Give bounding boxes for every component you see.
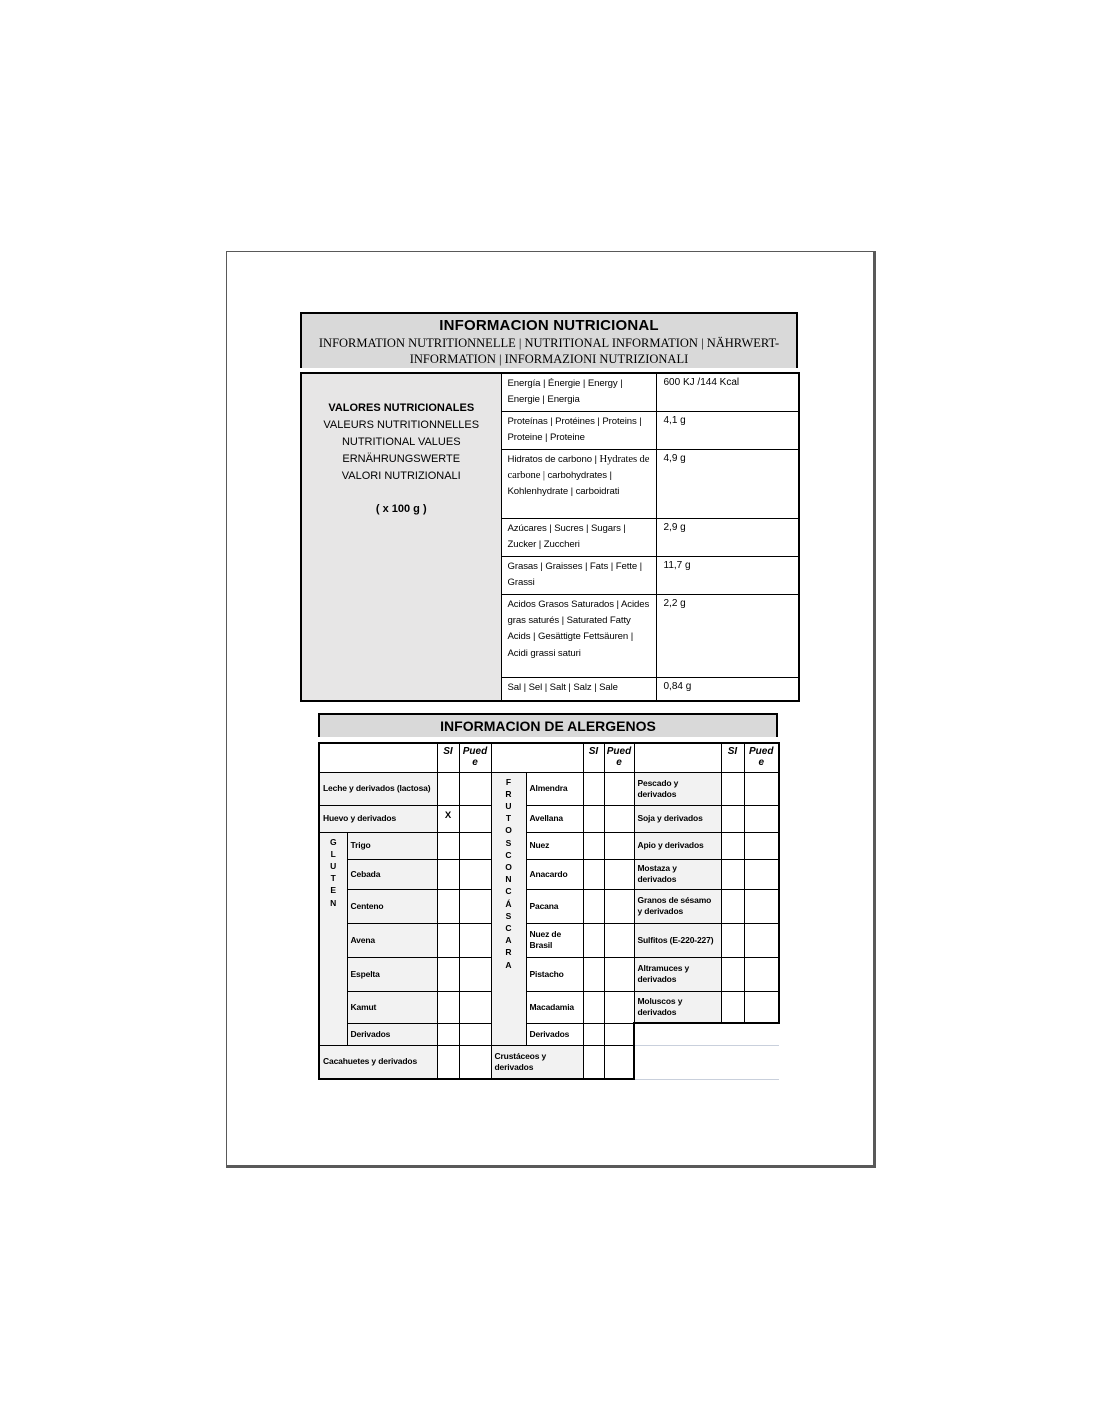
allergen-check-cell: [459, 957, 491, 991]
allergen-check-cell: [604, 957, 634, 991]
nutrient-label: Acidos Grasos Saturados | Acides gras saturés | Saturated Fatty Acids | Gesättigte Fettsäuren | Acidi grassi saturi: [501, 594, 656, 677]
allergen-label-cell: Apio y derivados: [634, 832, 721, 859]
column-header-cell: SI: [583, 743, 604, 772]
nutrient-label: Sal | Sel | Salt | Salz | Sale: [501, 677, 656, 701]
allergen-label-cell: Centeno: [347, 889, 437, 923]
allergen-check-cell: [744, 889, 779, 923]
nutrient-value: 0,84 g: [656, 677, 799, 701]
allergen-check-cell: [459, 889, 491, 923]
allergen-check-cell: [583, 991, 604, 1023]
allergen-label-cell: Nuez: [526, 832, 583, 859]
allergen-label-cell: Moluscos y derivados: [634, 991, 721, 1023]
allergen-label-cell: Espelta: [347, 957, 437, 991]
nutrient-label: Proteínas | Protéines | Proteins | Proteine | Proteine: [501, 411, 656, 449]
nutrient-value: 4,9 g: [656, 449, 799, 518]
allergen-check-cell: [459, 1045, 491, 1079]
allergen-check-cell: [721, 889, 744, 923]
nutrient-label: Hidratos de carbono | Hydrates de carbone | carbohydrates | Kohlenhydrate | carboidrati: [501, 449, 656, 518]
allergen-check-cell: [583, 1045, 604, 1079]
allergen-label-cell: Nuez de Brasil: [526, 923, 583, 957]
allergen-label-cell: Mostaza y derivados: [634, 859, 721, 889]
allergen-check-cell: [437, 889, 459, 923]
allergen-label-cell: Derivados: [347, 1023, 437, 1045]
allergen-check-cell: [583, 832, 604, 859]
empty-cell: [634, 1023, 779, 1045]
nutrition-subtitle: INFORMATION NUTRITIONNELLE | NUTRITIONAL INFORMATION | NÄHRWERT-INFORMATION | INFORMAZIONI NUTRIZIONALI: [318, 336, 780, 366]
allergen-check-cell: [604, 805, 634, 832]
allergen-check-cell: [744, 859, 779, 889]
column-header-cell: SI: [437, 743, 459, 772]
allergen-label-cell: Soja y derivados: [634, 805, 721, 832]
nutrition-left-header: VALORES NUTRICIONALES VALEURS NUTRITIONNELLES NUTRITIONAL VALUES ERNÄHRUNGSWERTE VALORI NUTRIZIONALI ( x 100 g ): [301, 373, 501, 701]
nutrition-section: [300, 312, 798, 702]
nutrient-label: Azúcares | Sucres | Sugars | Zucker | Zuccheri: [501, 518, 656, 556]
column-header-cell: Puede: [604, 743, 634, 772]
allergen-check-cell: [744, 805, 779, 832]
allergen-check-cell: [744, 991, 779, 1023]
nutrient-label: Grasas | Graisses | Fats | Fette | Grassi: [501, 556, 656, 594]
column-header-cell: Puede: [459, 743, 491, 772]
allergen-label-cell: Pistacho: [526, 957, 583, 991]
allergen-label-cell: Granos de sésamo y derivados: [634, 889, 721, 923]
document-page: [226, 251, 876, 1168]
allergen-label-cell: Macadamia: [526, 991, 583, 1023]
allergen-check-cell: [604, 1023, 634, 1045]
allergen-label-cell: Pescado y derivados: [634, 772, 721, 805]
allergen-check-cell: [744, 957, 779, 991]
allergen-check-cell: [721, 923, 744, 957]
allergen-check-cell: [604, 832, 634, 859]
allergen-label-cell: Altramuces y derivados: [634, 957, 721, 991]
allergen-mark-cell: X: [437, 805, 459, 832]
allergen-check-cell: [721, 832, 744, 859]
allergen-check-cell: [459, 859, 491, 889]
allergen-check-cell: [437, 832, 459, 859]
column-header-cell: Puede: [744, 743, 779, 772]
nutrition-values-table: [300, 372, 800, 702]
allergen-check-cell: [459, 772, 491, 805]
allergen-check-cell: [721, 991, 744, 1023]
allergen-check-cell: [459, 832, 491, 859]
allergen-check-cell: [437, 1023, 459, 1045]
nutrient-label: Energía | Énergie | Energy | Energie | Energia: [501, 373, 656, 411]
allergen-section: [318, 713, 778, 1080]
allergen-check-cell: [437, 991, 459, 1023]
allergen-table: [318, 742, 780, 1080]
allergen-label-cell: Cebada: [347, 859, 437, 889]
allergen-label-cell: Huevo y derivados: [319, 805, 437, 832]
allergen-check-cell: [721, 859, 744, 889]
vertical-group-label: G L U T E N: [319, 832, 347, 1045]
nutrition-header: [300, 312, 798, 368]
allergen-check-cell: [604, 772, 634, 805]
column-header-cell: [634, 743, 721, 772]
allergen-check-cell: [437, 859, 459, 889]
allergen-label-cell: Leche y derivados (lactosa): [319, 772, 437, 805]
allergen-label-cell: Almendra: [526, 772, 583, 805]
allergen-label-cell: Crustáceos y derivados: [491, 1045, 583, 1079]
allergen-check-cell: [583, 957, 604, 991]
allergen-label-cell: Pacana: [526, 889, 583, 923]
allergen-label-cell: Avena: [347, 923, 437, 957]
allergen-check-cell: [437, 1045, 459, 1079]
allergen-check-cell: [721, 772, 744, 805]
allergen-label-cell: Sulfitos (E-220-227): [634, 923, 721, 957]
allergen-check-cell: [459, 923, 491, 957]
allergen-check-cell: [604, 923, 634, 957]
column-header-cell: SI: [721, 743, 744, 772]
nutrition-title: INFORMACION NUTRICIONAL: [439, 317, 659, 334]
nutrient-value: 4,1 g: [656, 411, 799, 449]
vertical-group-label: F R U T O S C O N C Á S C A R A: [491, 772, 526, 1045]
allergen-check-cell: [459, 1023, 491, 1045]
allergen-check-cell: [744, 923, 779, 957]
allergen-check-cell: [459, 991, 491, 1023]
allergen-title: INFORMACION DE ALERGENOS: [318, 713, 778, 737]
allergen-check-cell: [583, 805, 604, 832]
allergen-label-cell: Cacahuetes y derivados: [319, 1045, 437, 1079]
allergen-check-cell: [583, 1023, 604, 1045]
nutrient-value: 11,7 g: [656, 556, 799, 594]
allergen-label-cell: Avellana: [526, 805, 583, 832]
nutrient-value: 600 KJ /144 Kcal: [656, 373, 799, 411]
column-header-cell: [491, 743, 583, 772]
allergen-check-cell: [437, 923, 459, 957]
allergen-check-cell: [459, 805, 491, 832]
allergen-label-cell: Anacardo: [526, 859, 583, 889]
allergen-check-cell: [604, 991, 634, 1023]
allergen-check-cell: [604, 889, 634, 923]
allergen-check-cell: [721, 957, 744, 991]
allergen-check-cell: [604, 1045, 634, 1079]
allergen-check-cell: [583, 923, 604, 957]
allergen-check-cell: [604, 859, 634, 889]
allergen-check-cell: [744, 832, 779, 859]
allergen-label-cell: Derivados: [526, 1023, 583, 1045]
allergen-check-cell: [437, 772, 459, 805]
allergen-label-cell: Kamut: [347, 991, 437, 1023]
empty-cell: [634, 1045, 779, 1079]
column-header-cell: [319, 743, 437, 772]
allergen-check-cell: [437, 957, 459, 991]
allergen-label-cell: Trigo: [347, 832, 437, 859]
allergen-check-cell: [583, 859, 604, 889]
allergen-check-cell: [721, 805, 744, 832]
allergen-check-cell: [744, 772, 779, 805]
allergen-check-cell: [583, 889, 604, 923]
allergen-check-cell: [583, 772, 604, 805]
nutrient-value: 2,9 g: [656, 518, 799, 556]
nutrient-value: 2,2 g: [656, 594, 799, 677]
